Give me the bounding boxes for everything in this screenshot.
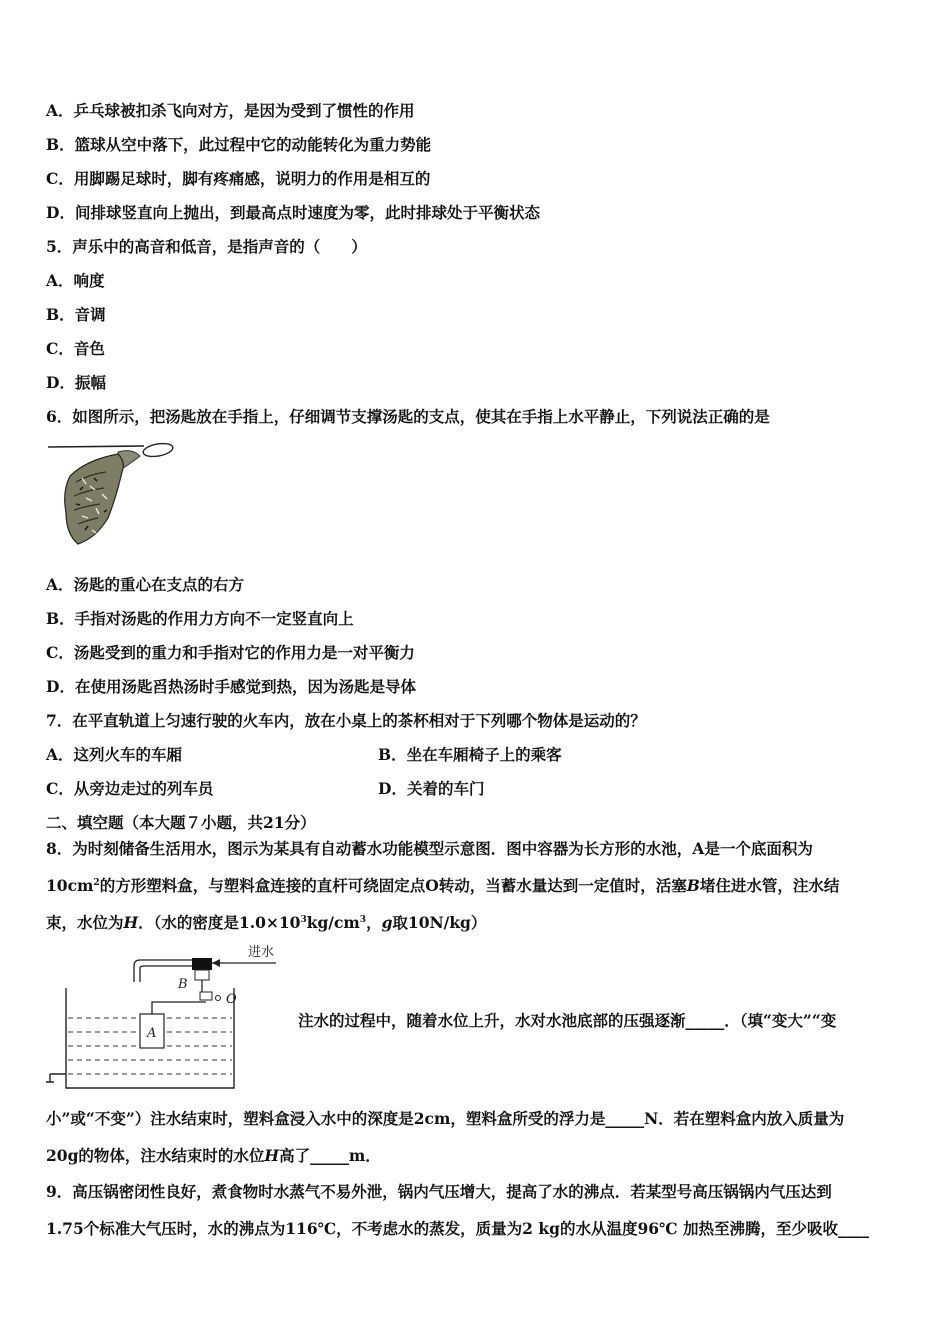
q6-option-b: B．手指对汤匙的作用力方向不一定竖直向上 bbox=[46, 609, 354, 628]
q4-option-a: A．乒乓球被扣杀飞向对方，是因为受到了惯性的作用 bbox=[46, 101, 415, 120]
q4-option-b: B．篮球从空中落下，此过程中它的动能转化为重力势能 bbox=[46, 135, 432, 154]
q5-option-c: C．音色 bbox=[46, 339, 105, 358]
q4-option-c: C．用脚踢足球时，脚有疼痛感，说明力的作用是相互的 bbox=[46, 169, 431, 188]
q7-options-row2 bbox=[46, 779, 906, 799]
q9-line1: 9．高压锅密闭性良好，煮食物时水蒸气不易外泄，锅内气压增大，提高了水的沸点．若某型号高压锅锅内气压达到 bbox=[46, 1182, 832, 1201]
q7-option-d: D．关着的车门 bbox=[378, 779, 485, 798]
pivot-label-o: O bbox=[226, 992, 237, 1007]
q5-option-d: D．振幅 bbox=[46, 373, 106, 392]
q5-stem: 5．声乐中的高音和低音，是指声音的（ ） bbox=[46, 237, 367, 256]
q6-option-a: A．汤匙的重心在支点的右方 bbox=[46, 575, 245, 594]
q8-line3: 束，水位为H．（水的密度是$1.0\times 10^3kg/cm^3$，g取10N/kg） bbox=[46, 913, 487, 932]
q8-line1: 8．为时刻储备生活用水，图示为某具有自动蓄水功能模型示意图．图中容器为长方形的水池，A是一个底面积为 bbox=[46, 839, 813, 858]
plug-label-b: B bbox=[178, 977, 188, 992]
q7-option-a: A．这列火车的车厢 bbox=[46, 745, 183, 764]
spoon-on-finger-figure bbox=[46, 438, 181, 554]
q9-line2: 1.75个标准大气压时，水的沸点为116℃，不考虑水的蒸发，质量为2 kg的水从温度96℃ 加热至沸腾，至少吸收____ bbox=[46, 1219, 869, 1238]
q8-beside-figure-text: 注水的过程中，随着水位上升，水对水池底部的压强逐渐_____．（填“变大”“变 bbox=[298, 1011, 837, 1030]
q8-line5: 小”或“不变”）注水结束时，塑料盒浸入水中的深度是2cm，塑料盒所受的浮力是_____N．若在塑料盒内放入质量为 bbox=[46, 1109, 845, 1128]
water-tank-figure bbox=[40, 942, 302, 1096]
inlet-label: 进水 bbox=[248, 945, 275, 960]
q7-options-row1 bbox=[46, 745, 906, 765]
q6-option-d: D．在使用汤匙舀热汤时手感觉到热，因为汤匙是导体 bbox=[46, 677, 416, 696]
box-label-a: A bbox=[147, 1026, 157, 1041]
q4-option-d: D．间排球竖直向上抛出，到最高点时速度为零，此时排球处于平衡状态 bbox=[46, 203, 540, 222]
q6-option-c: C．汤匙受到的重力和手指对它的作用力是一对平衡力 bbox=[46, 643, 415, 662]
q8-line2: $10cm^2$的方形塑料盒，与塑料盒连接的直杆可绕固定点O转动，当蓄水量达到一定值时，活塞B堵住进水管，注水结 bbox=[46, 876, 840, 895]
q7-stem: 7．在平直轨道上匀速行驶的火车内，放在小桌上的茶杯相对于下列哪个物体是运动的？ bbox=[46, 711, 646, 730]
q6-stem: 6．如图所示，把汤匙放在手指上，仔细调节支撑汤匙的支点，使其在手指上水平静止，下列说法正确的是 bbox=[46, 407, 770, 426]
q7-option-c: C．从旁边走过的列车员 bbox=[46, 779, 214, 798]
q8-line6: 20g的物体，注水结束时的水位H高了_____m． bbox=[46, 1146, 381, 1165]
section-heading: 二、填空题（本大题７小题，共21分） bbox=[46, 813, 316, 832]
q5-option-a: A．响度 bbox=[46, 271, 105, 290]
q7-option-b: B．坐在车厢椅子上的乘客 bbox=[378, 745, 562, 764]
q5-option-b: B．音调 bbox=[46, 305, 106, 324]
